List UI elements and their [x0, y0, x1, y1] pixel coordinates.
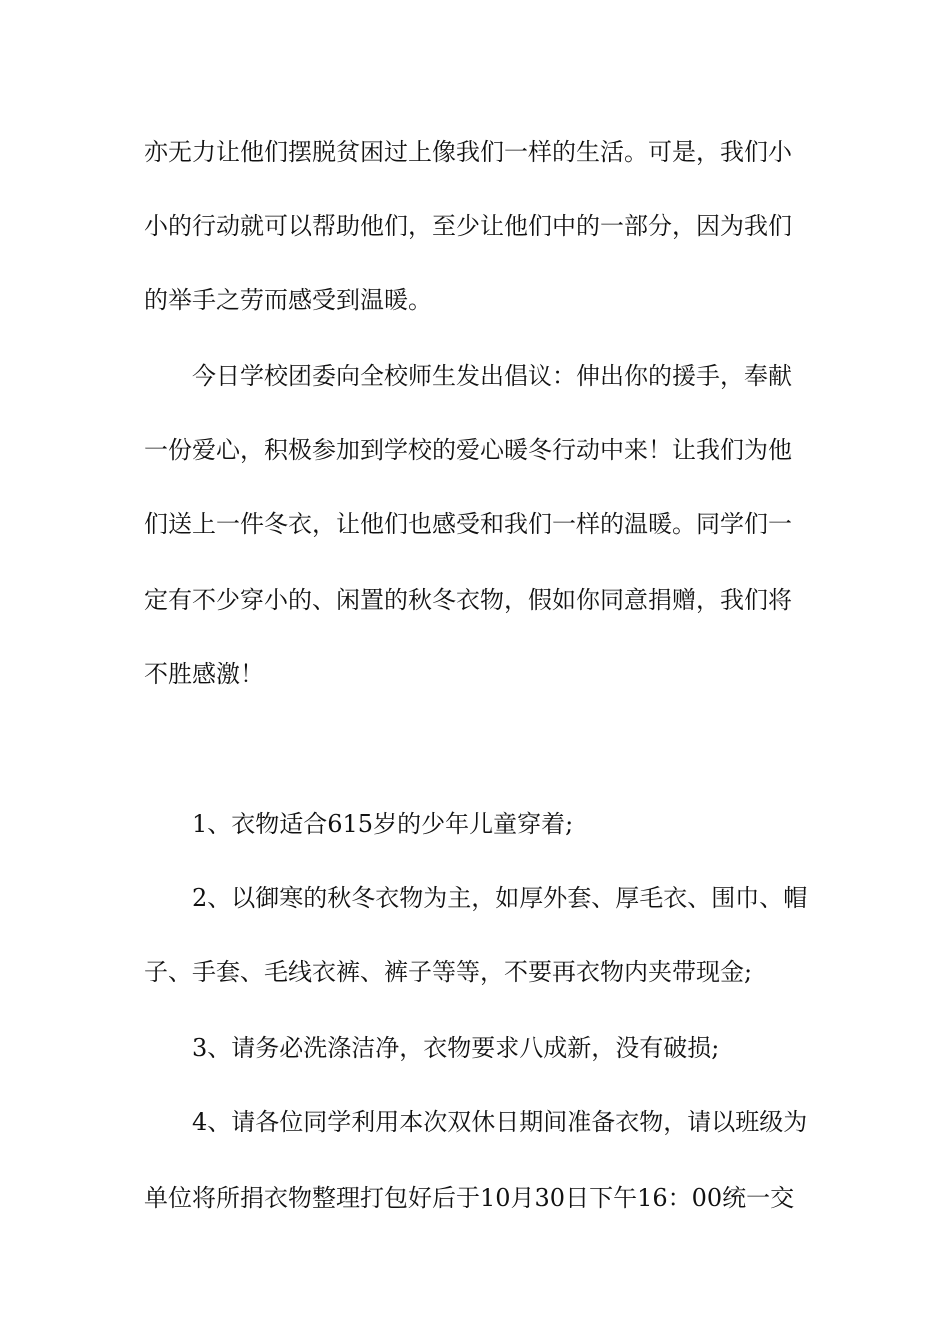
paragraph-2-line-1: 今日学校团委向全校师生发出倡议：伸出你的援手，奉献	[192, 362, 792, 390]
list-item-4-line-2: 单位将所捐衣物整理打包好后于10月30日下午16：00统一交	[144, 1184, 795, 1212]
paragraph-1-line-1: 亦无力让他们摆脱贫困过上像我们一样的生活。可是，我们小	[144, 138, 792, 166]
list-item-2-line-2: 子、手套、毛线衣裤、裤子等等，不要再衣物内夹带现金;	[144, 958, 753, 986]
list-item-3: 3、请务必洗涤洁净，衣物要求八成新，没有破损;	[192, 1034, 720, 1062]
list-item-4-line-1: 4、请各位同学利用本次双休日期间准备衣物，请以班级为	[192, 1108, 808, 1136]
paragraph-1-line-2: 小的行动就可以帮助他们，至少让他们中的一部分，因为我们	[144, 212, 792, 240]
paragraph-2-line-2: 一份爱心，积极参加到学校的爱心暖冬行动中来！让我们为他	[144, 436, 792, 464]
paragraph-1-line-3: 的举手之劳而感受到温暖。	[144, 286, 432, 314]
paragraph-2-line-4: 定有不少穿小的、闲置的秋冬衣物，假如你同意捐赠，我们将	[144, 586, 792, 614]
list-item-2-line-1: 2、以御寒的秋冬衣物为主，如厚外套、厚毛衣、围巾、帽	[192, 884, 808, 912]
paragraph-2-line-5: 不胜感激！	[144, 660, 264, 688]
list-item-1: 1、衣物适合615岁的少年儿童穿着;	[192, 810, 574, 838]
paragraph-2-line-3: 们送上一件冬衣，让他们也感受和我们一样的温暖。同学们一	[144, 510, 792, 538]
